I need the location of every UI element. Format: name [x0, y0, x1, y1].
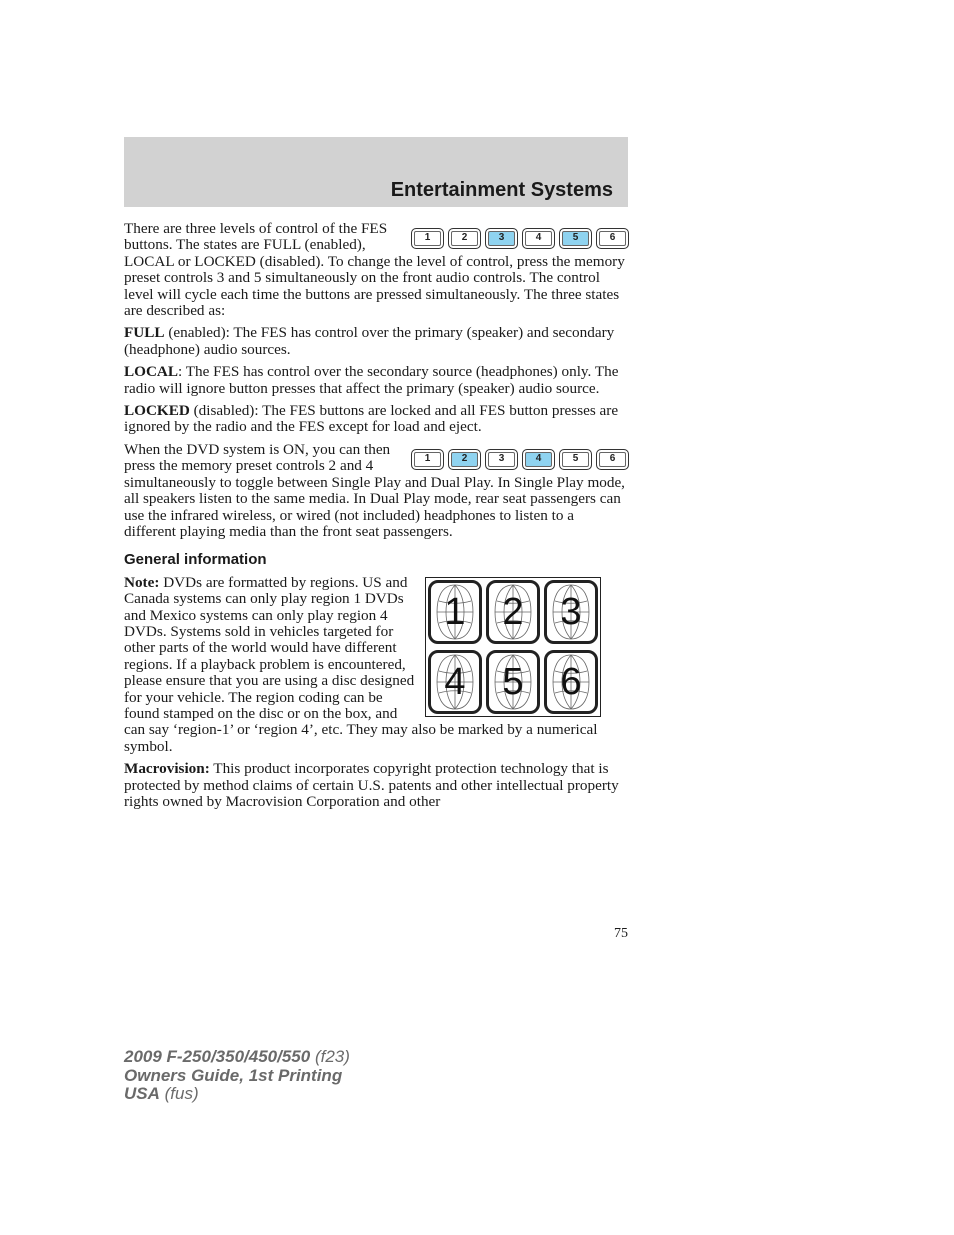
page-content — [124, 221, 629, 816]
footer-market: USA — [124, 1084, 160, 1103]
local-state-paragraph — [124, 364, 629, 397]
region-5-symbol — [486, 650, 540, 714]
full-state-paragraph — [124, 325, 629, 358]
footer-model: 2009 F-250/350/450/550 — [124, 1047, 311, 1066]
note-term: Note: — [124, 573, 160, 591]
full-term: FULL — [124, 324, 165, 342]
preset-button-5: 5 — [559, 449, 592, 470]
header-band — [124, 137, 628, 207]
document-footer — [124, 1048, 350, 1104]
footer-model-code: (f23) — [310, 1047, 350, 1066]
preset-button-3-highlighted: 3 — [485, 228, 518, 249]
section-title: Entertainment Systems — [390, 179, 613, 201]
general-information-heading: General information — [124, 551, 267, 569]
region-2-symbol — [486, 580, 540, 644]
region-1-symbol — [428, 580, 482, 644]
local-term: LOCAL — [124, 363, 179, 381]
region-grid — [425, 577, 601, 717]
preset-button-3: 3 — [485, 449, 518, 470]
preset-button-6: 6 — [596, 228, 629, 249]
footer-line-2 — [124, 1067, 350, 1086]
locked-state-paragraph — [124, 403, 629, 436]
preset-button-2-highlighted: 2 — [448, 449, 481, 470]
fes-buttons-illustration-1 — [411, 228, 629, 249]
region-3-symbol — [544, 580, 598, 644]
full-description: (enabled): The FES has control over the primary (speaker) and secondary (headphone) audio sources. — [124, 324, 615, 358]
page-number: 75 — [614, 926, 628, 941]
preset-button-5-highlighted: 5 — [559, 228, 592, 249]
footer-line-3 — [124, 1085, 350, 1104]
local-description: : The FES has control over the secondary source (headphones) only. The radio will ignore button presses that affect the primary (speaker) audio source. — [124, 363, 619, 397]
region-number: 3 — [560, 590, 582, 633]
region-number: 4 — [444, 660, 466, 703]
macrovision-term: Macrovision: — [124, 760, 210, 778]
preset-button-1: 1 — [411, 228, 444, 249]
preset-button-4: 4 — [522, 228, 555, 249]
footer-line-1 — [124, 1048, 350, 1067]
locked-description: (disabled): The FES buttons are locked and all FES button presses are ignored by the radio and the FES except for load and eject. — [124, 402, 619, 436]
region-number: 1 — [444, 590, 466, 633]
region-number: 5 — [502, 660, 524, 703]
macrovision-description: This product incorporates copyright protection technology that is protected by method claims of certain U.S. patents and other intellectual property rights owned by Macrovision Corporation and other — [124, 760, 619, 810]
macrovision-paragraph — [124, 761, 629, 810]
region-number: 2 — [502, 590, 524, 633]
preset-button-1: 1 — [411, 449, 444, 470]
fes-control-levels-paragraph: There are three levels of control of the FES buttons. The states are FULL (enabled), LOCAL or LOCKED (disabled). To change the level of control, press the memory preset controls 3 and 5 simultaneously on the front audio controls. The control level will cycle each time the buttons are pressed simultaneously. The three states are described as: — [124, 220, 625, 320]
preset-button-6: 6 — [596, 449, 629, 470]
locked-term: LOCKED — [124, 402, 190, 420]
footer-printing: Owners Guide, 1st Printing — [124, 1065, 343, 1085]
region-codes-illustration — [425, 577, 601, 717]
dvd-play-mode-paragraph: When the DVD system is ON, you can then press the memory preset controls 2 and 4 simultaneously to toggle between Single Play and Dual Play. In Single Play mode, all speakers listen to the same media. In Dual Play mode, rear seat passengers can use the infrared wireless, or wired (not included) headphones to listen to a different playing media than the front seat passengers. — [124, 440, 625, 540]
region-number: 6 — [560, 660, 582, 703]
note-description: DVDs are formatted by regions. US and Canada systems can only play region 1 DVDs and Mexico systems can only play region 4 DVDs. Systems sold in vehicles targeted for other parts of the world would have different regions. If a playback problem is encountered, please ensure that you are using a disc designed for your vehicle. The region coding can be found stamped on the disc or on the box, and can say ‘region-1’ or ‘region 4’, etc. They may also be marked by a numerical symbol. — [124, 573, 598, 755]
region-4-symbol — [428, 650, 482, 714]
fes-buttons-illustration-2 — [411, 449, 629, 470]
preset-button-2: 2 — [448, 228, 481, 249]
footer-market-code: (fus) — [159, 1084, 199, 1103]
preset-button-4-highlighted: 4 — [522, 449, 555, 470]
region-6-symbol — [544, 650, 598, 714]
